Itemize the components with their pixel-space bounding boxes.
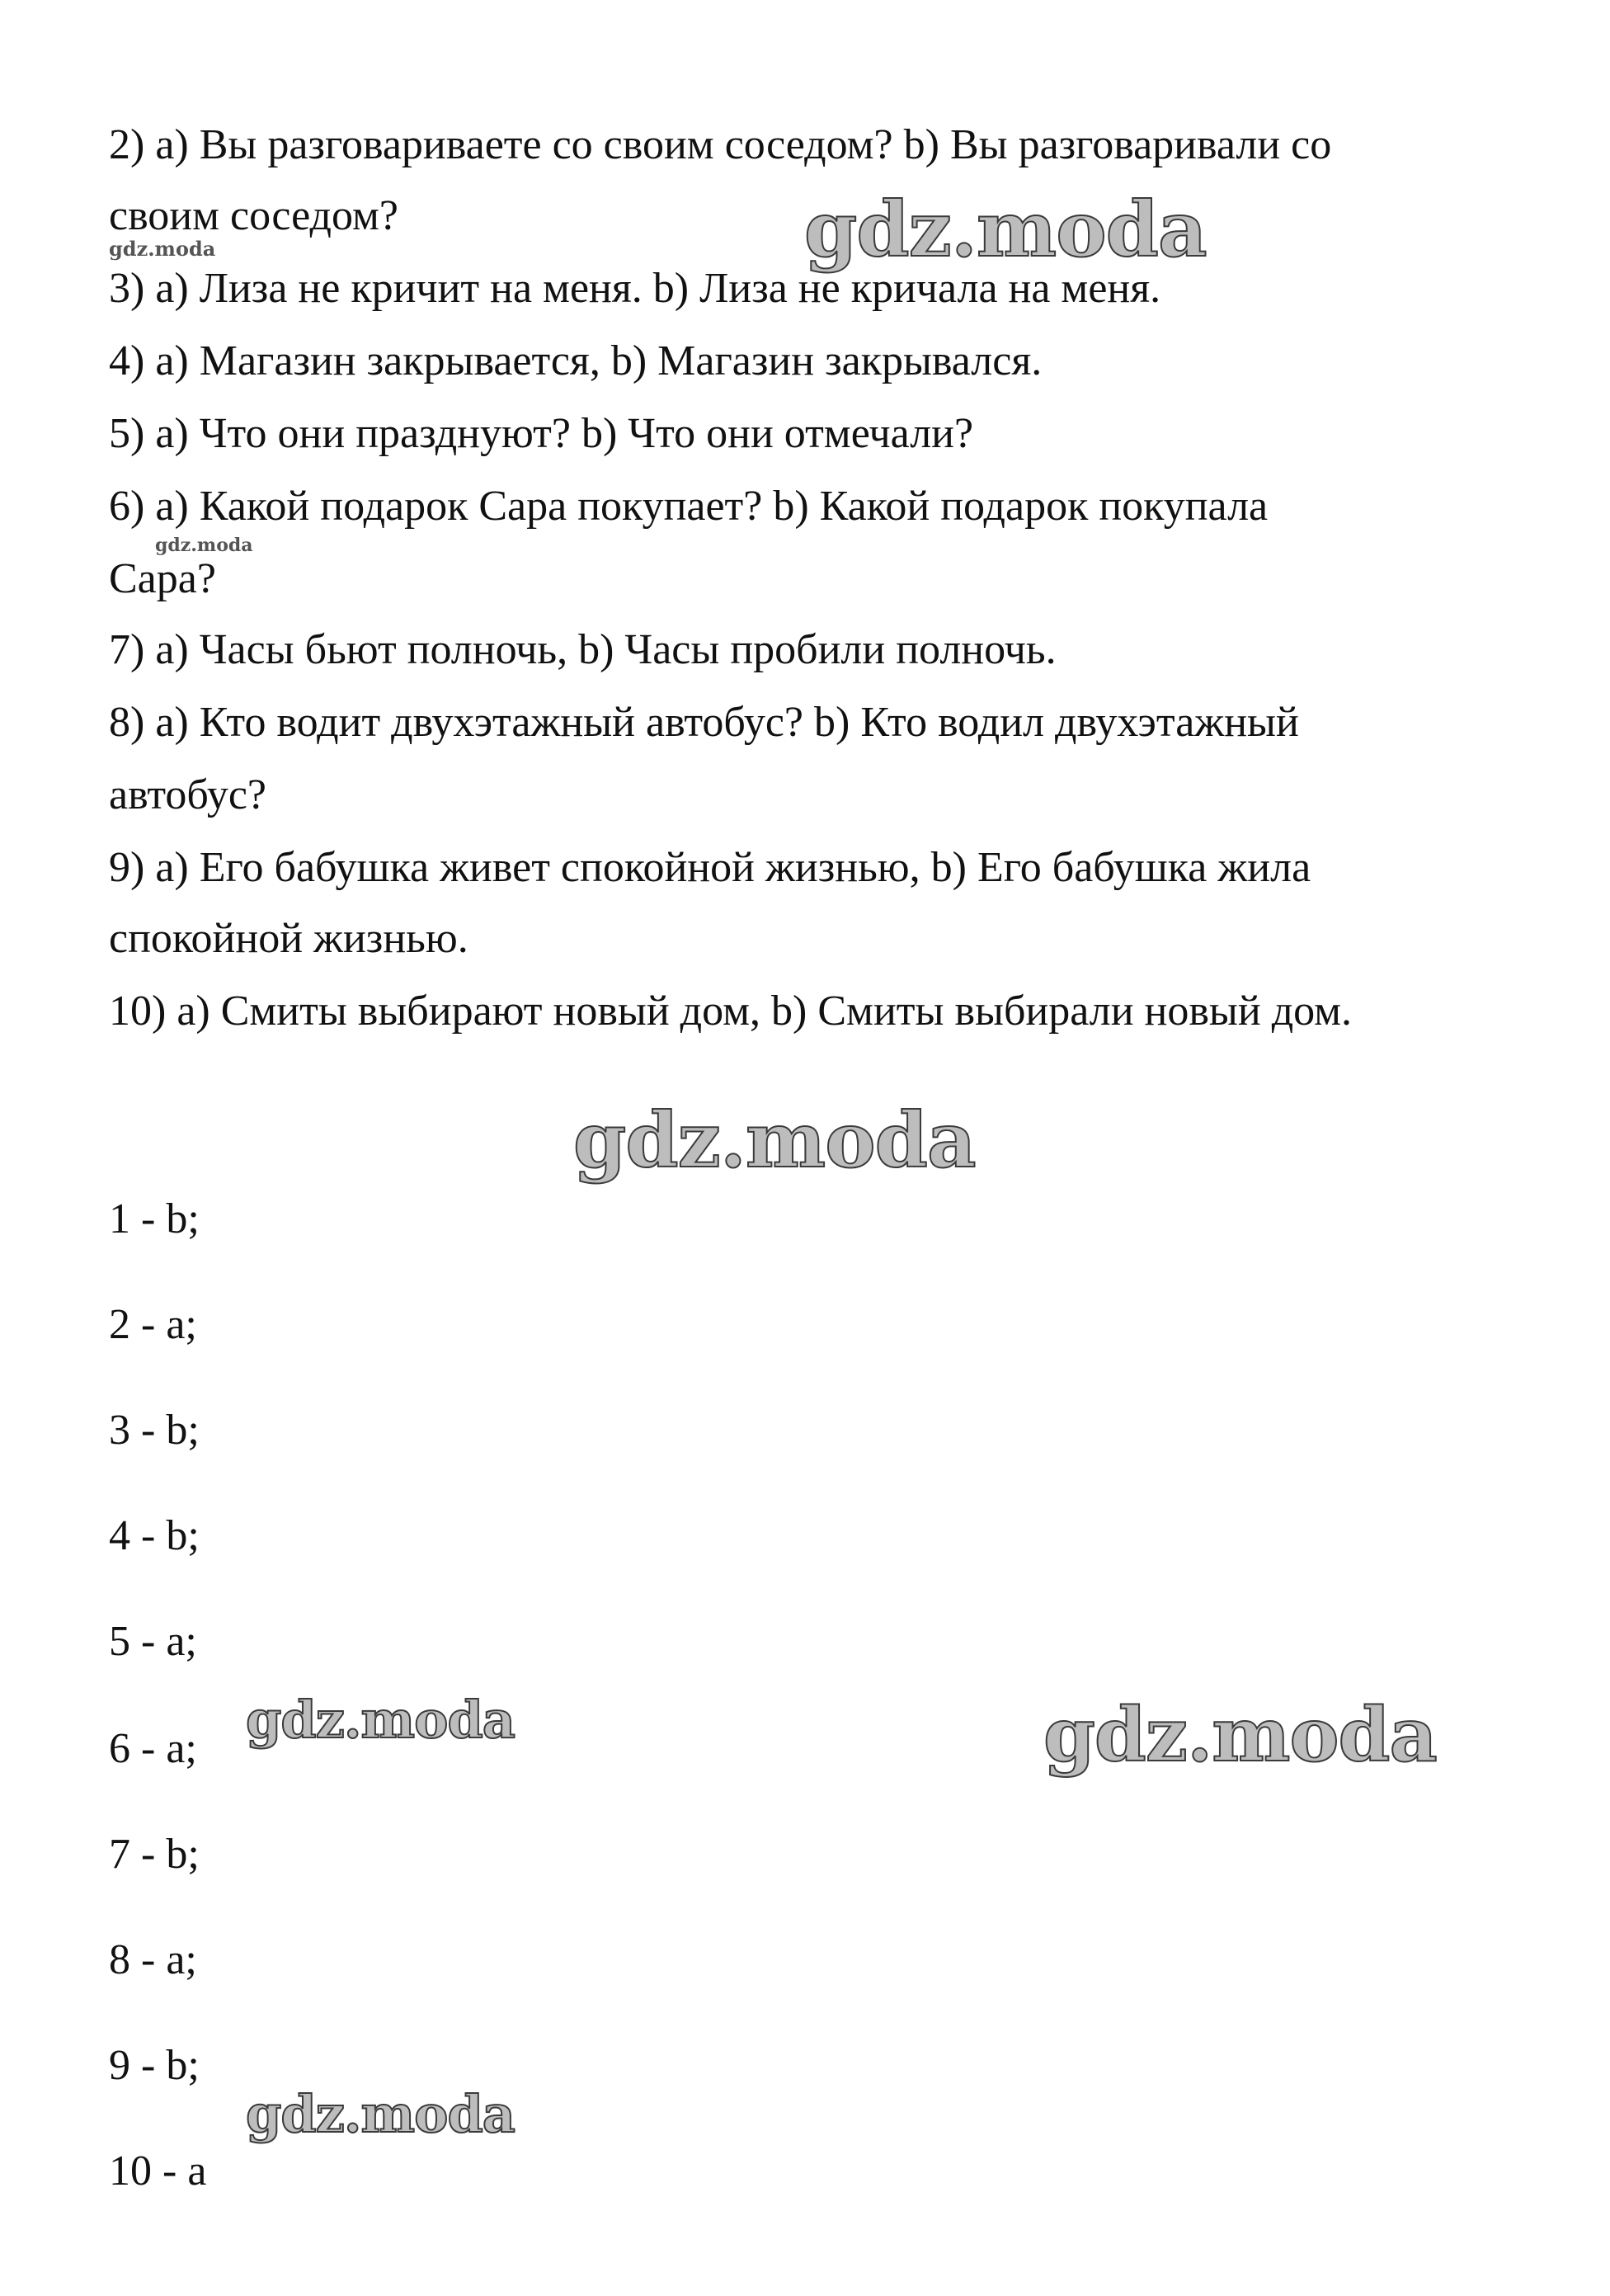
translation-line: 3) a) Лиза не кричит на меня. b) Лиза не кричала на меня. xyxy=(109,265,1161,312)
translation-line: 4) a) Магазин закрывается, b) Магазин закрывался. xyxy=(109,337,1043,384)
answer-item: 8 - a; xyxy=(109,1936,197,1983)
answer-item: 5 - a; xyxy=(109,1618,197,1665)
answer-item: 3 - b; xyxy=(109,1407,200,1454)
translation-line: спокойной жизнью. xyxy=(109,915,468,962)
watermark-logo: gdz.moda xyxy=(804,185,1207,274)
watermark-logo: gdz.moda xyxy=(1043,1691,1437,1779)
translation-line: 2) a) Вы разговариваете со своим соседом? b) Вы разговаривали со xyxy=(109,121,1332,168)
answer-item: 2 - a; xyxy=(109,1301,197,1348)
answer-item: 10 - a xyxy=(109,2147,207,2195)
answer-item: 6 - a; xyxy=(109,1725,197,1772)
answer-item: 4 - b; xyxy=(109,1512,200,1559)
translation-line: 8) a) Кто водит двухэтажный автобус? b) Кто водил двухэтажный xyxy=(109,699,1299,746)
translation-line: 9) a) Его бабушка живет спокойной жизнью, b) Его бабушка жила xyxy=(109,844,1311,891)
watermark-logo: gdz.moda xyxy=(246,1690,515,1750)
watermark-logo-small: gdz.moda xyxy=(109,237,216,261)
watermark-logo-small: gdz.moda xyxy=(155,535,253,556)
translation-line: 10) a) Смиты выбирают новый дом, b) Смиты выбирали новый дом. xyxy=(109,988,1353,1035)
translation-line: 5) a) Что они празднуют? b) Что они отмечали? xyxy=(109,410,974,457)
translation-line: 6) a) Какой подарок Сара покупает? b) Какой подарок покупала xyxy=(109,483,1269,530)
translation-line: 7) a) Часы бьют полночь, b) Часы пробили полночь. xyxy=(109,626,1057,673)
answer-item: 1 - b; xyxy=(109,1195,200,1242)
answer-item: 7 - b; xyxy=(109,1831,200,1878)
translation-line: автобус? xyxy=(109,771,267,818)
watermark-logo: gdz.moda xyxy=(573,1096,976,1185)
watermark-logo: gdz.moda xyxy=(246,2084,515,2144)
translation-line: своим соседом? xyxy=(109,192,398,239)
translation-line: Сара? xyxy=(109,555,216,602)
answer-item: 9 - b; xyxy=(109,2042,200,2089)
